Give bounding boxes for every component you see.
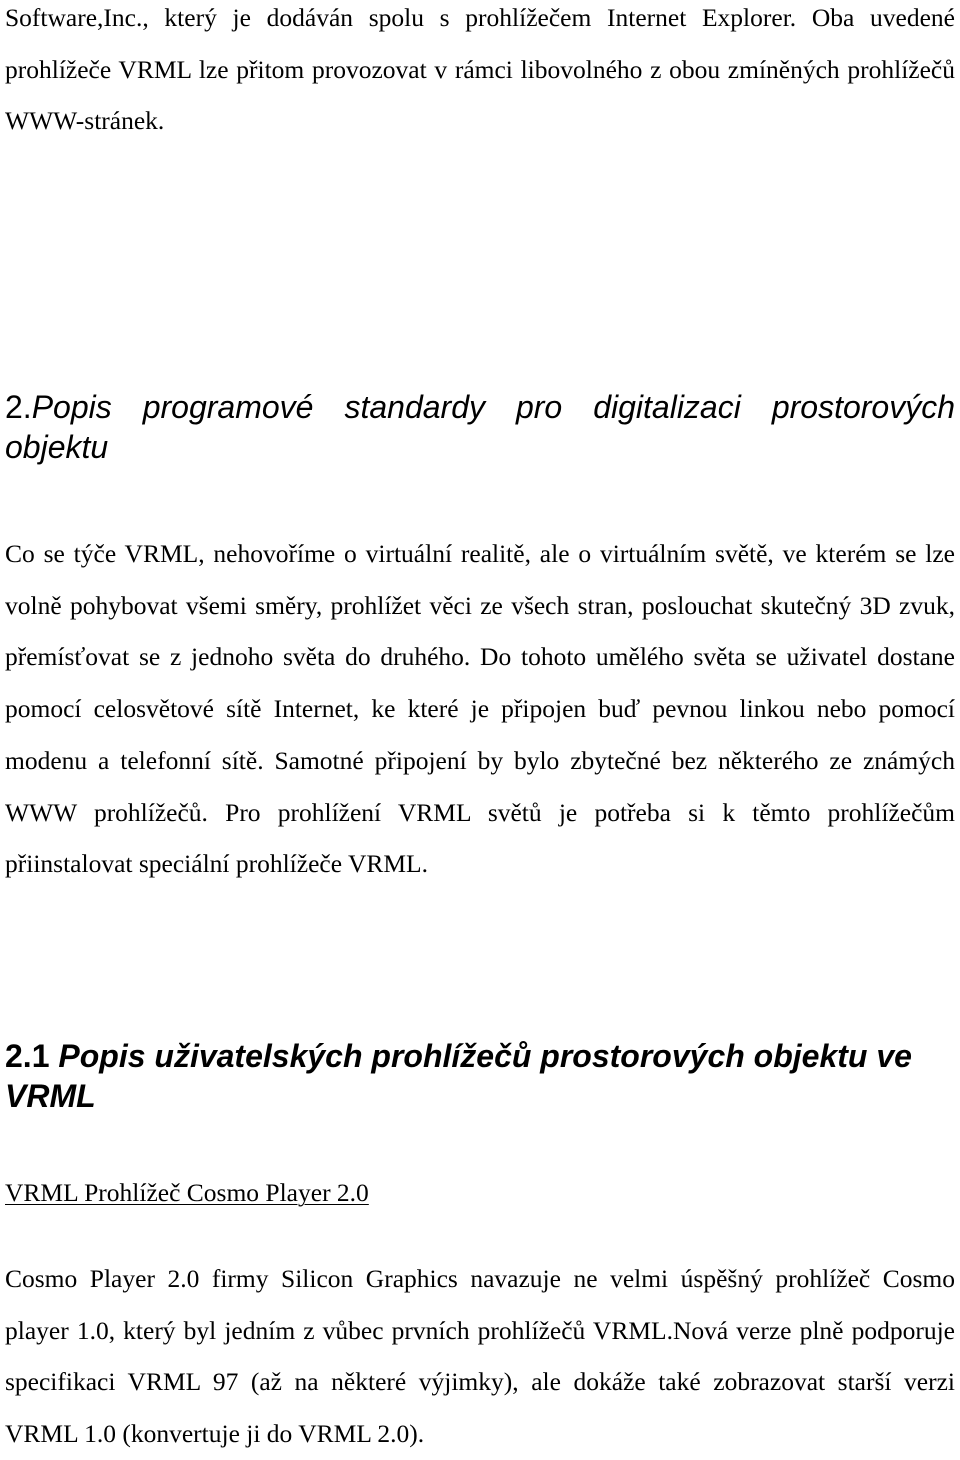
section-2-1-number: 2.1 xyxy=(5,1038,50,1074)
intro-paragraph: Software,Inc., který je dodáván spolu s prohlížečem Internet Explorer. Oba uvedené prohlížeče VRML lze přitom provozovat v rámci libovolného z obou zmíněných prohlížečů WWW-stránek. xyxy=(5,3,955,135)
section-2-1-heading xyxy=(5,1036,955,1116)
section-2-1-title: Popis uživatelských prohlížečů prostorových objektu ve VRML xyxy=(5,1038,912,1114)
section-2-title: Popis programové standardy pro digitalizaci prostorových objektu xyxy=(5,389,955,465)
section-2-paragraph: Co se týče VRML, nehovoříme o virtuální realitě, ale o virtuálním světě, ve kterém se lze volně pohybovat všemi směry, prohlížet věci ze všech stran, poslouchat skutečný 3D zvuk, přemísťovat se z jednoho světa do druhého. Do tohoto umělého světa se uživatel dostane pomocí celosvětové sítě Internet, ke které je připojen buď pevnou linkou nebo pomocí modenu a telefonní sítě. Samotné připojení by bylo zbytečné bez některého ze známých WWW prohlížečů. Pro prohlížení VRML světů je potřeba si k těmto prohlížečům přiinstalovat speciální prohlížeče VRML. xyxy=(5,539,955,879)
cosmo-player-subheading: VRML Prohlížeč Cosmo Player 2.0 xyxy=(5,1178,369,1207)
section-2-number: 2. xyxy=(5,389,32,425)
section-2-heading xyxy=(5,387,955,467)
cosmo-player-paragraph: Cosmo Player 2.0 firmy Silicon Graphics navazuje ne velmi úspěšný prohlížeč Cosmo player 1.0, který byl jedním z vůbec prvních prohlížečů VRML.Nová verze plně podporuje specifikaci VRML 97 (až na některé výjimky), ale dokáže také zobrazovat starší verzi VRML 1.0 (konvertuje ji do VRML 2.0). xyxy=(5,1264,955,1449)
